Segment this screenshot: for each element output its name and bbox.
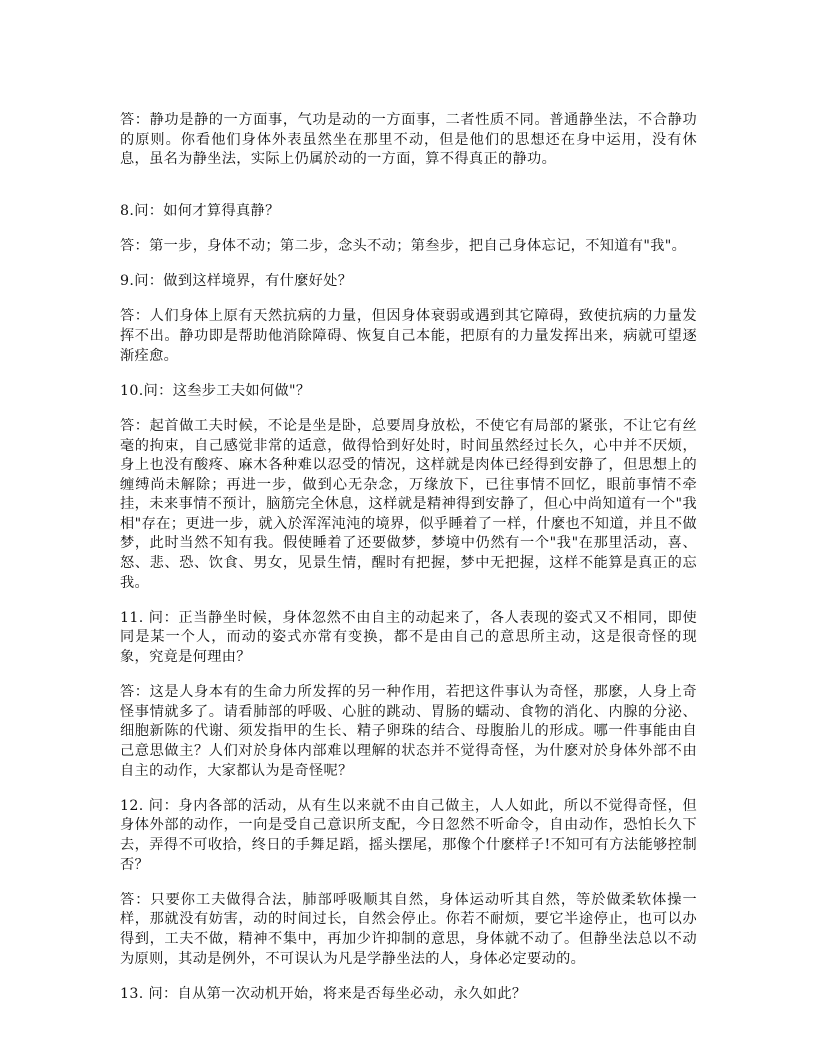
- answer-9: 答：人们身体上原有天然抗病的力量，但因身体衰弱或遇到其它障碍，致使抗病的力量发挥不出。静功即是帮助他消除障碍、恢复自己本能，把原有的力量发挥出来，病就可望逐渐痊愈。: [120, 308, 697, 364]
- question-9: 9.问：做到这样境界，有什麼好处？: [120, 273, 353, 290]
- answer-8: 答：第一步，身体不动；第二步，念头不动；第叁步，把自己身体忘记，不知道有"我"。: [120, 237, 687, 254]
- answer-10: 答：起首做工夫时候，不论是坐是卧，总要周身放松，不使它有局部的紧张，不让它有丝毫的拘束，自己感觉非常的适意，做得恰到好处时，时间虽然经过长久，心中并不厌烦，身上也没有酸疼、麻木各种难以忍受的情况，这样就是肉体已经得到安静了，但思想上的缠缚尚未解除；再进一步，做到心无杂念，万缘放下，已往事情不回忆，眼前事情不牵挂，未来事情不预计，脑筋完全休息，这样就是精神得到安静了，但心中尚知道有一个"我相"存在；更进一步，就入於浑浑沌沌的境界，似乎睡着了一样，什麼也不知道，并且不做梦，此时当然不知有我。假使睡着了还要做梦，梦境中仍然有一个"我"在那里活动，喜、怒、悲、恐、饮食、男女，见景生情，醒时有把握，梦中无把握，这样不能算是真正的忘我。: [120, 417, 697, 591]
- answer-paragraph: 答：静功是静的一方面事，气功是动的一方面事，二者性质不同。普通静坐法，不合静功的原则。你看他们身体外表虽然坐在那里不动，但是他们的思想还在身中运用，没有休息，虽名为静坐法，实际上仍属於动的一方面，算不得真正的静功。: [120, 112, 697, 168]
- question-10: 10.问：这叁步工夫如何做"？: [120, 382, 311, 399]
- answer-12: 答：只要你工夫做得合法，肺部呼吸顺其自然，身体运动听其自然，等於做柔软体操一样，那就没有妨害，动的时间过长，自然会停止。你若不耐烦，要它半途停止，也可以办得到，工夫不做，精神不集中，再加少许抑制的意思，身体就不动了。但静坐法总以不动为原则，其动是例外，不可误认为凡是学静坐法的人，身体必定要动的。: [120, 891, 697, 967]
- question-11: 11. 问：正当静坐时候，身体忽然不由自主的动起来了，各人表现的姿式又不相同，即使同是某一个人，而动的姿式亦常有变换，都不是由自己的意思所主动，这是很奇怪的现象，究竟是何理由？: [120, 609, 697, 666]
- question-12: 12. 问：身内各部的活动，从有生以来就不由自己做主，人人如此，所以不觉得奇怪，但身体外部的动作，一向是受自己意识所支配，今日忽然不听命令，自由动作，恐怕长久下去，弄得不可收拾，终日的手舞足蹈，摇头摆尾，那像个什麽样子!不知可有方法能够控制否？: [120, 797, 697, 873]
- question-8: 8.问：如何才算得真静？: [120, 202, 280, 219]
- answer-11: 答：这是人身本有的生命力所发挥的另一种作用，若把这件事认为奇怪，那麽，人身上奇怪事情就多了。请看肺部的呼吸、心脏的跳动、胃肠的蠕动、食物的消化、内腺的分泌、细胞新陈的代谢、须发指甲的生长、精子卵珠的结合、母腹胎儿的形成。哪一件事能由自己意思做主？人们对於身体内部难以理解的状态并不觉得奇怪，为什麽对於身体外部不由自主的动作，大家都认为是奇怪呢？: [120, 684, 697, 779]
- question-13: 13. 问：自从第一次动机开始，将来是否每坐必动，永久如此？: [120, 985, 527, 1002]
- document-page: [120, 111, 697, 1004]
